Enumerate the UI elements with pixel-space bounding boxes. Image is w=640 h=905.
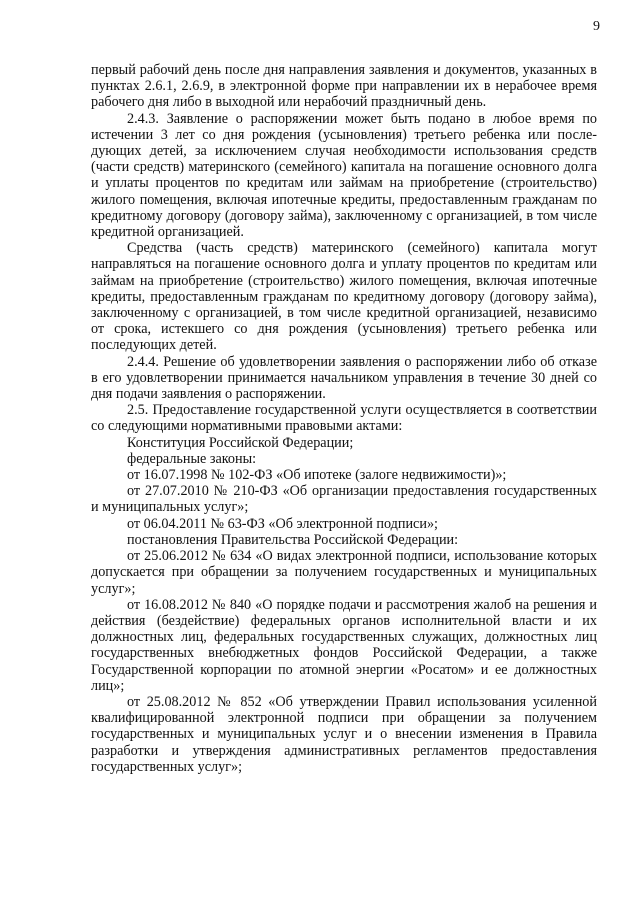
paragraph-capital-funds: Средства (часть средств) материнского (семейного) капитала могут направляться на погашение основного долга и уплату процентов по кредитам или займам на приобретение (строительство) жилого помещения, включая ипотечные кредиты, предоставленным гражданам по кредитному договору (договору займа), заключенному с организацией, в том числе кредитной организацией, независимо от срока, истекшего со дня рождения (усыновления) третьего ребенка или последующих детей. — [91, 240, 597, 354]
paragraph-continuation: первый рабочий день после дня направления заявления и документов, указанных в пунктах 2.6.1, 2.6.9, в электронной форме при направлении их в нерабочее время рабочего дня либо в выходной или нерабочий праздничный день. — [91, 62, 597, 111]
paragraph-2-4-3: 2.4.3. Заявление о распоряжении может быть подано в любое время по истечении 3 лет со дня рождения (усыновления) третьего ребенка или последующих детей, за исключением случая необходимости использования средств (части средств) материнского (семейного) капитала на погашение основного долга и уплаты процентов по кредитам или займам на приобретение (строительство) жилого помещения, включая ипотечные кредиты, предоставленным гражданам по кредитному договору (договору займа), заключенному с организацией, в том числе кредитной организацией. — [91, 110, 597, 241]
list-heading-federal-laws: федеральные законы: — [127, 450, 257, 467]
paragraph-2-4-4: 2.4.4. Решение об удовлетворении заявления о распоряжении либо об отказе в его удовлетворении принимается начальником управления в течение 30 дней со дня подачи заявления о распоряжении. — [91, 353, 597, 403]
page-number: 9 — [593, 19, 600, 34]
list-heading-government-decrees: постановления Правительства Российской Федерации: — [127, 531, 459, 548]
list-item-law-210: от 27.07.2010 № 210-ФЗ «Об организации предоставления государственных и муниципальных услуг»; — [91, 483, 597, 516]
list-item-constitution: Конституция Российской Федерации; — [127, 434, 354, 451]
list-item-law-63: от 06.04.2011 № 63-ФЗ «Об электронной подписи»; — [127, 515, 438, 532]
list-item-decree-634: от 25.06.2012 № 634 «О видах электронной подписи, использование которых допускается при обращении за получением государственных и муниципальных услуг»; — [91, 548, 597, 597]
list-item-decree-840: от 16.08.2012 № 840 «О порядке подачи и рассмотрения жалоб на решения и действия (бездействие) федеральных органов исполнительной власти и их должностных лиц, федеральных государственных служащих, должностных лиц государственных внебюджетных фондов Российской Федерации, а также Государственной корпорации по атомной энергии «Росатом» и ее должностных лиц»; — [91, 596, 597, 694]
paragraph-2-5: 2.5. Предоставление государственной услуги осуществляется в соответствии со следующими нормативными правовыми актами: — [91, 402, 597, 435]
list-item-law-102: от 16.07.1998 № 102-ФЗ «Об ипотеке (залоге недвижимости)»; — [127, 467, 507, 484]
list-item-decree-852: от 25.08.2012 № 852 «Об утверждении Правил использования усиленной квалифицированной электронной подписи при обращении за получением государственных и муниципальных услуг и о внесении изменения в Правила разработки и утверждения административных регламентов предоставления государственных услуг»; — [91, 693, 597, 775]
document-body — [91, 62, 597, 775]
